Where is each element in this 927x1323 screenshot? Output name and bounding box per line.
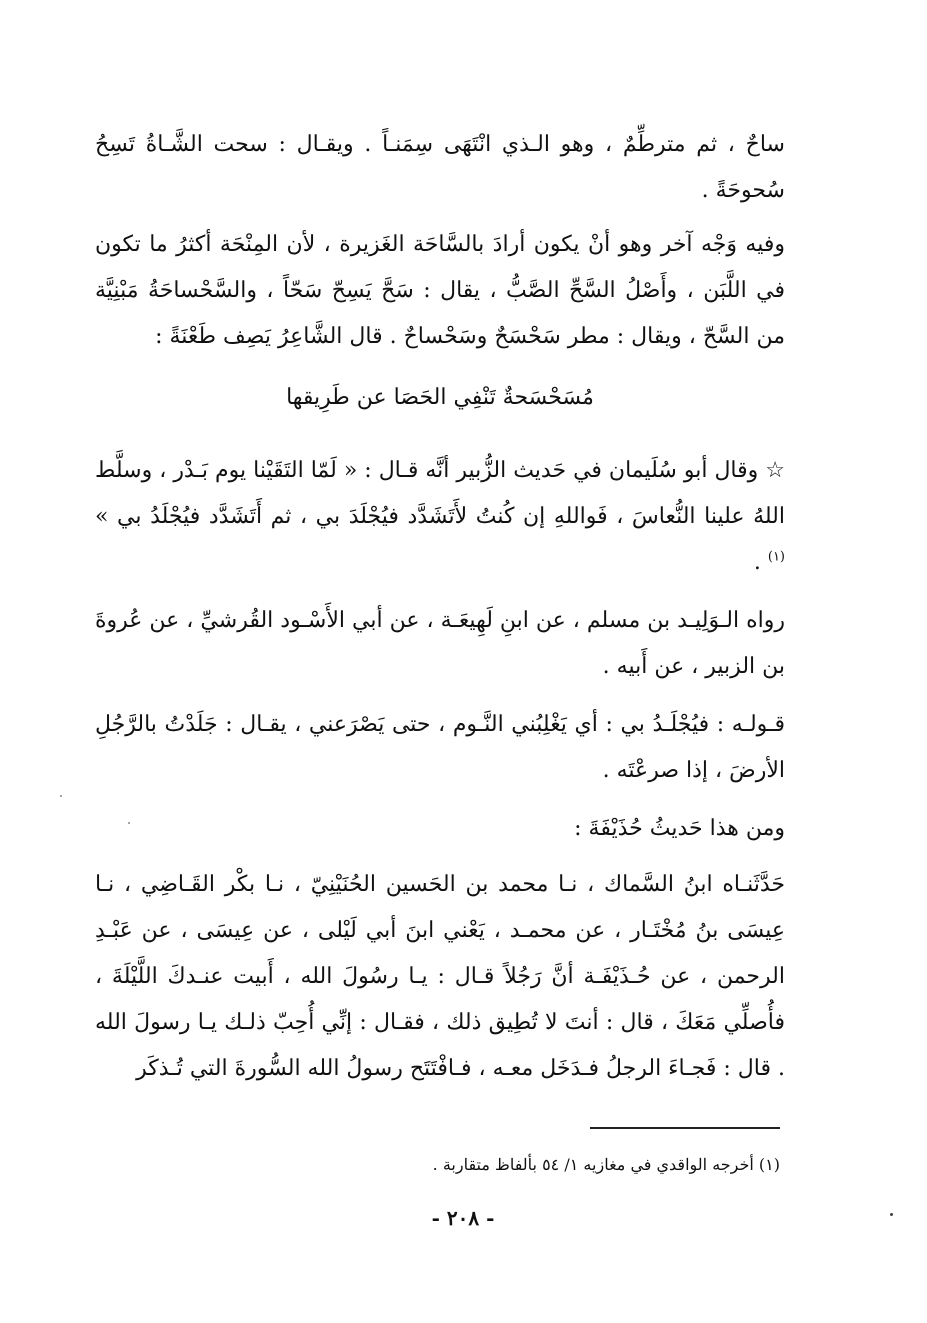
scan-speck [128,822,130,824]
footnote-reference: (١) [767,549,785,565]
scan-speck [60,795,62,797]
paragraph-hadith-zubair [95,448,785,586]
hadith-zubair-text: ☆ وقال أبو سُلَيمان في حَديث الزُّبير أنَّه قـال : « لَمّا التَقَيْنا يوم بَـدْر ، وسلَّط اللهُ علينا النُّعاسَ ، فَواللهِ إن كُنتُ لأَتَشَدَّد فيُجْلَدَ بي ، ثم أَتَشَدَّد فيُجْلَدُ بي » [95,458,785,529]
footnote-separator [590,1127,780,1129]
poetry-verse: مُسَحْسَحةٌ تَنْفِي الحَصَا عن طَرِيقها [286,385,594,410]
paragraph-hudhayfa-heading: ومن هذا حَديثُ حُذَيْفَةَ : [574,816,785,841]
paragraph-hudhayfa-hadith: حَدَّثَنـاه ابنُ السَّماك ، نـا محمد بن الحَسين الحُنَيْنِيّ ، نـا بكْر القَـاضِي ، نـا عِيسَى بنُ مُخْتَـار ، عن محمـد ، يَعْني ابنَ أبي لَيْلى ، عن عِيسَى ، عن عَبْـدِ الرحمن ، عن حُـذَيْفَـة أنَّ رَجُلاً قـال : يـا رسُولَ الله ، أَبيت عنـدكَ اللَّيْلَةَ ، فأُصلِّي مَعَكَ ، قال : أنتَ لا تُطِيق ذلك ، فقـال : إنِّي أُحِبّ ذلـك يـا رسولَ الله . قال : فَجـاءَ الرجلُ فـدَخَل معـه ، فـافْتَتَح رسولُ الله السُّورةَ التي تُـذكَر [95,872,785,1081]
paragraph-2: وفيه وَجْه آخر وهو أنْ يكون أرادَ بالسَّاحَة الغَزيرة ، لأن المِنْحَة أكثرُ ما تكون في اللَّبَن ، وأَصْلُ السَّحِّ الصَّبُّ ، يقال : سَحَّ يَسِحّ سَحّاً ، والسَّحْساحَةُ مَبْنِيَّة من السَّحّ ، ويقال : مطر سَحْسَحٌ وسَحْساحٌ . قال الشَّاعِرُ يَصِف طَعْنَةً : [95,232,785,349]
scan-speck [890,1213,893,1216]
page-number: - ٢٠٨ - [431,1206,495,1230]
paragraph-isnad: رواه الـوَلِيـد بن مسلم ، عن ابنِ لَهِيعَـة ، عن أبي الأَسْـود القُرشيِّ ، عن عُروةَ بن الزبير ، عن أَبيه . [95,608,785,679]
paragraph-1: ساحٌ ، ثم مترطِّمٌ ، وهو الـذي انْتَهَى سِمَنـاً . ويقـال : سحت الشَّـاةُ تَسِحُ سُحوحَةً . [95,132,785,203]
footnote: (١) أخرجه الواقدي في مغازيه ١/ ٥٤ بألفاظ متقاربة . [432,1155,780,1174]
hadith-zubair-end: . [753,550,761,575]
paragraph-explanation: قـولـه : فيُجْلَـدُ بي : أي يَغْلِبُني النَّـوم ، حتى يَصْرَعني ، يقـال : جَلَدْتُ بالرَّجُلِ الأرضَ ، إذا صرعْتَه . [95,712,785,783]
